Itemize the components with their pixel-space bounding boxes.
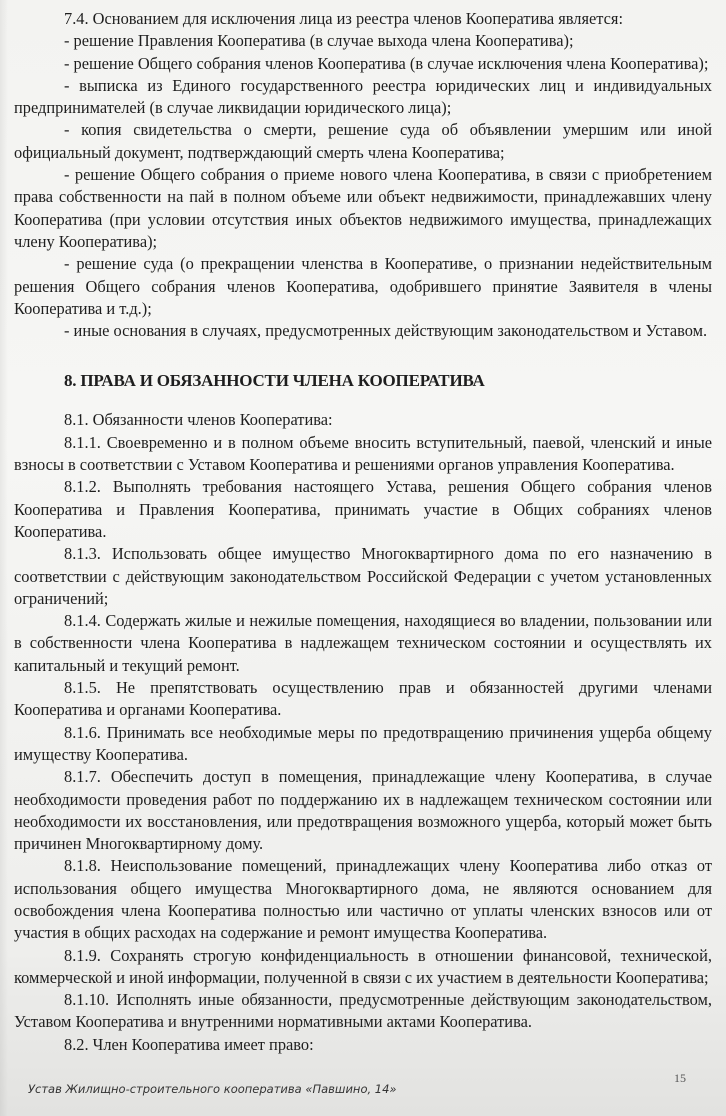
list-item-registry-extract: - выписка из Единого государственного реестра юридических лиц и индивидуальных предпринимателей (в случае ликвидации юридического лица); [14, 75, 712, 118]
list-item-board-decision: - решение Правления Кооператива (в случае выхода члена Кооператива); [64, 31, 574, 51]
paragraph-8-1-4: 8.1.4. Содержать жилые и нежилые помещения, находящиеся во владении, пользовании или в собственности члена Кооператива в надлежащем техническом состоянии и осуществлять их капитальный и текущий ремонт. [14, 611, 712, 675]
list-item-new-member-admission: - решение Общего собрания о приеме нового члена Кооператива, в связи с приобретением права собственности на пай в полном объеме или объект недвижимости, принадлежавших члену Кооператива (при условии отсутствия иных объектов недвижимого имущества, принадлежащих члену Кооператива); [14, 165, 712, 251]
list-item-court-decision: - решение суда (о прекращении членства в Кооперативе, о признании недействительным решения Общего собрания членов Кооператива, одобрившего принятие Заявителя в члены Кооператива и т.д.); [14, 254, 712, 318]
paragraph-8-1-3: 8.1.3. Использовать общее имущество Многоквартирного дома по его назначению в соответствии с действующим законодательством Российской Федерации с учетом установленных ограничений; [14, 544, 712, 608]
section-heading: 8. ПРАВА И ОБЯЗАННОСТИ ЧЛЕНА КООПЕРАТИВА [64, 371, 485, 391]
paragraph-7-4-intro: 7.4. Основанием для исключения лица из реестра членов Кооператива является: [64, 9, 624, 28]
paragraph-8-1-8: 8.1.8. Неиспользование помещений, принадлежащих члену Кооператива либо отказ от использования общего имущества Многоквартирного дома, не являются основанием для освобождения члена Кооператива полностью или частично от уплаты членских взносов или от участия в общих расходах на содержание и ремонт имущества Кооператива. [14, 856, 712, 943]
list-item-general-meeting-decision: - решение Общего собрания членов Кооператива (в случае исключения члена Кооператива); [64, 53, 709, 73]
paragraph-8-1: 8.1. Обязанности членов Кооператива: [64, 410, 333, 430]
section-8 [14, 370, 712, 1056]
section-7-4 [14, 8, 712, 342]
paragraph-8-1-5: 8.1.5. Не препятствовать осуществлению прав и обязанностей другими членами Кооператива и органами Кооператива. [14, 678, 712, 720]
page-footer: Устав Жилищно-строительного кооператива «Павшино, 14» [28, 1082, 397, 1096]
paragraph-8-2: 8.2. Член Кооператива имеет право: [64, 1034, 314, 1054]
page-edge-shadow [0, 0, 8, 1116]
paragraph-8-1-6: 8.1.6. Принимать все необходимые меры по предотвращению причинения ущерба общему имуществу Кооператива. [14, 722, 712, 764]
paragraph-8-1-10: 8.1.10. Исполнять иные обязанности, предусмотренные действующим законодательством, Уставом Кооператива и внутренними нормативными актами Кооператива. [14, 990, 712, 1032]
list-item-death-certificate: - копия свидетельства о смерти, решение суда об объявлении умершим или иной официальный документ, подтверждающий смерть члена Кооператива; [14, 120, 712, 162]
section-gap [14, 342, 712, 370]
paragraph-8-1-7: 8.1.7. Обеспечить доступ в помещения, принадлежащие члену Кооператива, в случае необходимости проведения работ по поддержанию их в надлежащем техническом состоянии или необходимости их восстановления, или предотвращения возможного ущерба, который может быть причинен Многоквартирному дому. [14, 767, 712, 854]
paragraph-8-1-9: 8.1.9. Сохранять строгую конфиденциальность в отношении финансовой, технической, коммерческой и иной информации, полученной в связи с их участием в деятельности Кооператива; [14, 945, 712, 987]
paragraph-8-1-1: 8.1.1. Своевременно и в полном объеме вносить вступительный, паевой, членский и иные взносы в соответствии с Уставом Кооператива и решениями органов управления Кооператива. [14, 432, 712, 475]
heading-gap [14, 392, 712, 409]
paragraph-8-1-2: 8.1.2. Выполнять требования настоящего Устава, решения Общего собрания членов Кооператива и Правления Кооператива, принимать участие в Общих собраниях членов Кооператива. [14, 477, 712, 541]
page-number: 15 [674, 1071, 686, 1085]
list-item-other-grounds: - иные основания в случаях, предусмотренных действующим законодательством и Уставом. [64, 321, 708, 341]
